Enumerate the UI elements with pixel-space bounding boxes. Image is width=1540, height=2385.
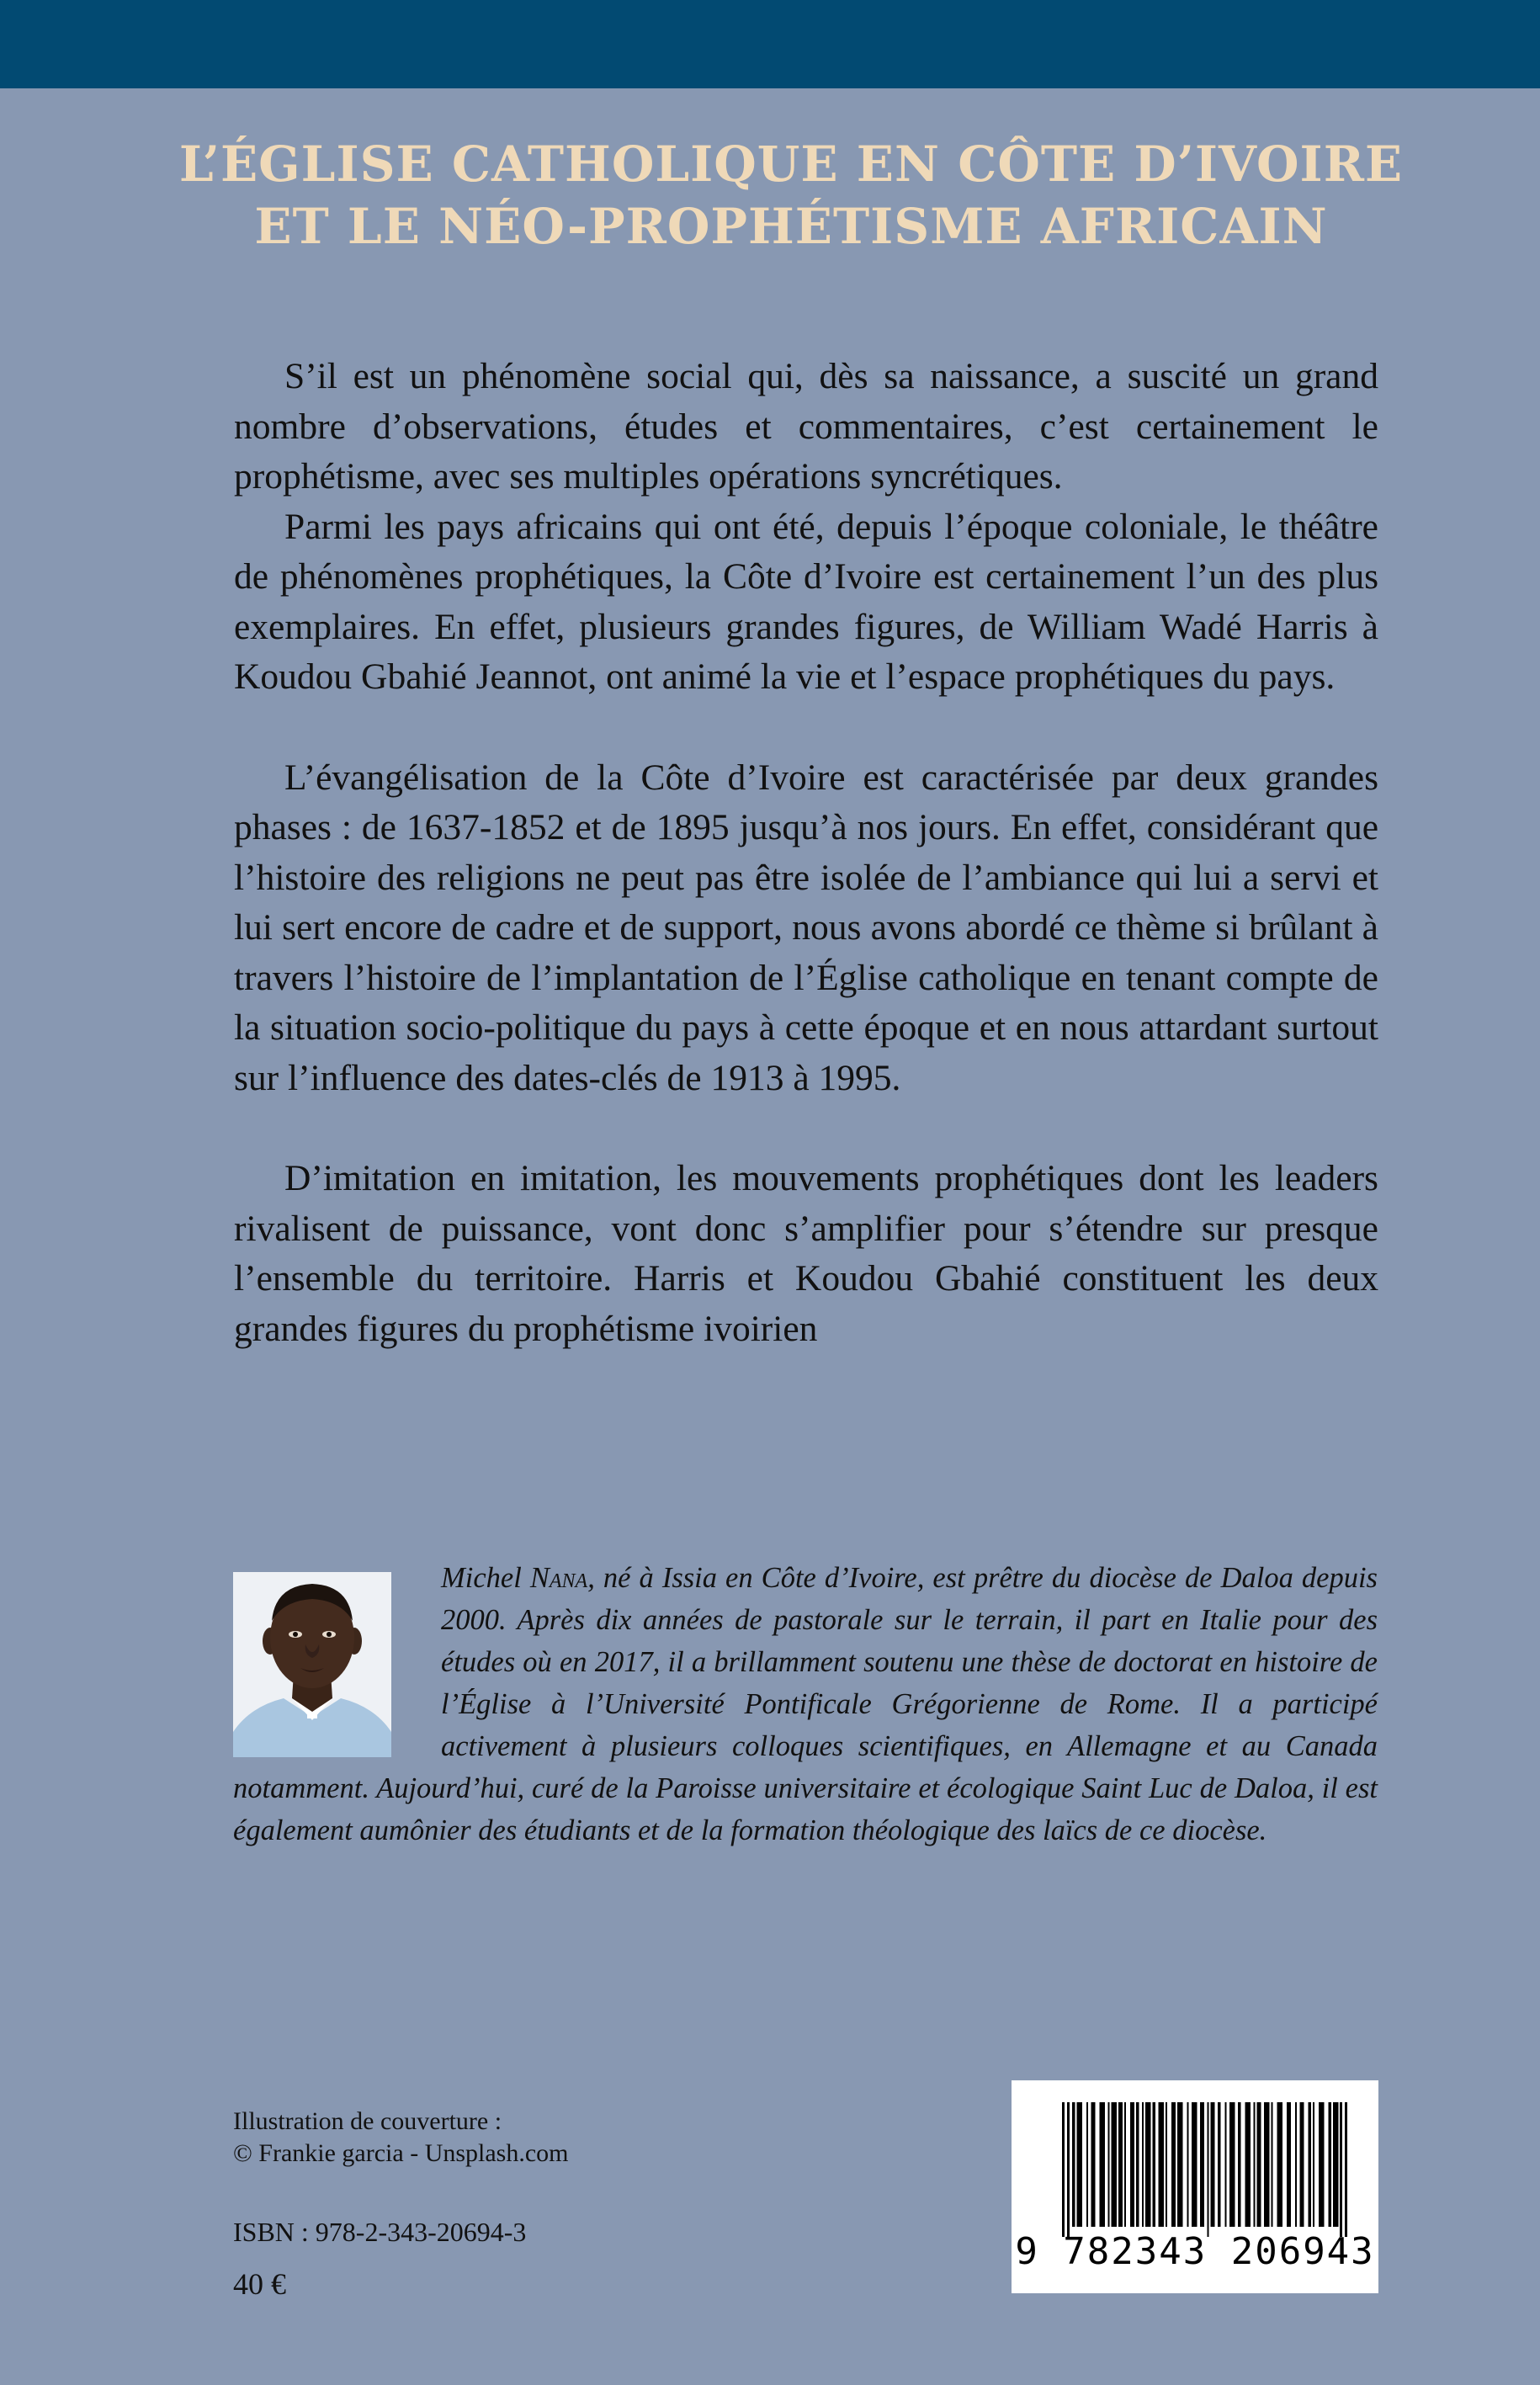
barcode-bar [1277,2102,1283,2227]
barcode-bar [1091,2102,1096,2227]
barcode-bar [1319,2102,1325,2227]
barcode-digits: 9 782343 206943 [1015,2230,1375,2273]
barcode-bar [1211,2102,1215,2227]
barcode-bar [1072,2102,1075,2227]
barcode-bar [1340,2102,1342,2237]
barcode-bar [1100,2102,1106,2227]
barcode-bar [1159,2102,1165,2227]
barcode-bar [1257,2102,1261,2227]
top-band [0,0,1540,88]
paragraph-3: L’évangélisation de la Côte d’Ivoire est caractérisée par deux grandes phases : de 1637-1852 et de 1895 jusqu’à nos jours. En effet, considérant que l’histoire des religions ne peut pas être isolée de l’ambiance qui lui a servi et lui sert encore de cadre et de support, nous avons abordé ce thème si brûlant à travers l’histoire de l’implantation de l’Église catholique en tenant compte de la situation socio-politique du pays à cette époque et en nous attardant surtout sur l’influence des dates-clés de 1913 à 1995. [234,757,1378,1098]
cover-credit [233,2106,569,2170]
title-line-1: L’ÉGLISE CATHOLIQUE EN CÔTE D’IVOIRE [178,135,1404,193]
barcode-bar [1067,2102,1070,2237]
barcode-bar [1264,2102,1270,2227]
barcode-bar [1272,2102,1273,2227]
barcode-bar [1192,2102,1197,2227]
price: 40 € [233,2267,286,2301]
credit-line-2: © Frankie garcia - Unsplash.com [233,2139,569,2167]
credit-line-1: Illustration de couverture : [233,2107,502,2135]
barcode-bar [1118,2102,1123,2227]
barcode-bar [1254,2102,1256,2227]
isbn: ISBN : 978-2-343-20694-3 [233,2217,527,2247]
barcode-bar [1177,2102,1183,2227]
barcode-bar [1218,2102,1221,2227]
paragraph-1: S’il est un phénomène social qui, dès sa naissance, a suscité un grand nombre d’observations, études et commentaires, c’est certainement le prophétisme, avec ses multiples opérations syncrétiques. [234,356,1378,497]
barcode-bar [1229,2102,1235,2227]
barcode-bar [1130,2102,1134,2227]
barcode-bar [1136,2102,1139,2227]
barcode-bar [1124,2102,1126,2227]
barcode-bar [1142,2102,1144,2227]
author-first-name: Michel [441,1562,522,1594]
barcode-bar [1333,2102,1339,2227]
barcode-bar [1112,2102,1118,2227]
author-last-name: Nana [529,1562,588,1594]
barcode-bar [1145,2102,1151,2227]
barcode-bar [1187,2102,1189,2227]
barcode-bar [1345,2102,1347,2237]
barcode-bar [1245,2102,1251,2227]
barcode [1012,2080,1378,2293]
barcode-bar [1225,2102,1227,2227]
paragraph-4: D’imitation en imitation, les mouvements prophétiques dont les leaders rivalisent de puissance, vont donc s’amplifier pour s’étendre sur presque l’ensemble du territoire. Harris et Koudou Gbahié constituent les deux grandes figures du prophétisme ivoirien [234,1158,1378,1349]
barcode-bar [1287,2102,1291,2227]
barcode-bar [1313,2102,1314,2227]
barcode-bar [1295,2102,1297,2227]
barcode-bar [1062,2102,1065,2237]
author-bio [233,1557,1378,1851]
barcode-bar [1329,2102,1332,2227]
barcode-bar [1171,2102,1176,2227]
barcode-bar [1200,2102,1204,2227]
title-line-2: ET LE NÉO-PROPHÉTISME AFRICAIN [254,198,1328,255]
barcode-bar [1108,2102,1110,2227]
author-bio-text: , né à Issia en Côte d’Ivoire, est prêtre du diocèse de Daloa depuis 2000. Après dix années de pastorale sur le terrain, il part en Italie pour des études où en 2017, il a brillamment soutenu une thèse de doctorat en histoire de l’Église à l’Université Pontificale Grégorienne de Rome. Il a participé activement à plusieurs colloques scientifiques, en Allemagne et au Canada notamment. Aujourd’hui, curé de la Paroisse universitaire et écologique Saint Luc de Daloa, il est également aumônier des étudiants et de la formation théologique des laïcs de ce diocèse. [233,1562,1378,1846]
barcode-bar [1238,2102,1241,2227]
barcode-bar [1166,2102,1167,2227]
barcode-bar [1153,2102,1156,2227]
photo-spacer [233,1557,441,1767]
barcode-bar [1077,2102,1083,2227]
barcode-bar [1300,2102,1304,2227]
back-cover-text [234,352,1378,1354]
paragraph-2: Parmi les pays africains qui ont été, depuis l’époque coloniale, le théâtre de phénomènes prophétiques, la Côte d’Ivoire est certainement l’un des plus exemplaires. En effet, plusieurs grandes figures, de William Wadé Harris à Koudou Gbahié Jeannot, ont animé la vie et l’espace prophétiques du pays. [234,506,1378,697]
book-title [0,133,1540,258]
barcode-bar [1208,2102,1209,2237]
barcode-bar [1309,2102,1312,2227]
barcode-bar [1086,2102,1088,2227]
